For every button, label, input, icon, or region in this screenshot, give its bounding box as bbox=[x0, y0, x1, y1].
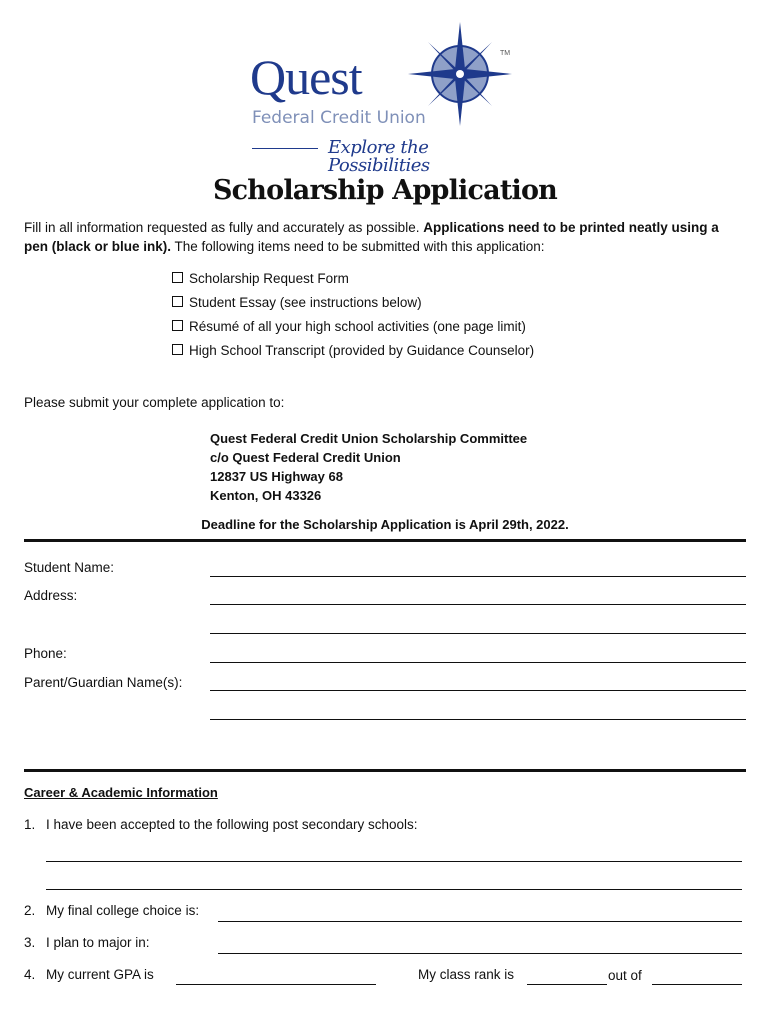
gpa-field[interactable] bbox=[176, 984, 376, 985]
parent-guardian-field-line-1[interactable] bbox=[210, 690, 746, 691]
question-text: I have been accepted to the following post secondary schools: bbox=[46, 817, 418, 832]
student-name-label: Student Name: bbox=[24, 560, 115, 575]
major-field[interactable] bbox=[218, 953, 742, 954]
question-text: I plan to major in: bbox=[46, 935, 150, 950]
intro-bold-text: Applications need to be printed neatly using a pen (black or blue ink). bbox=[24, 220, 719, 254]
checklist-item bbox=[172, 294, 422, 312]
college-choice-field[interactable] bbox=[218, 921, 742, 922]
question-text: My final college choice is: bbox=[46, 903, 200, 918]
intro-text: Fill in all information requested as fully and accurately as possible. bbox=[24, 220, 424, 235]
checklist-label: High School Transcript (provided by Guidance Counselor) bbox=[189, 343, 535, 358]
checkbox-icon bbox=[172, 320, 183, 331]
checkbox-icon bbox=[172, 344, 183, 355]
section-divider bbox=[24, 769, 746, 772]
section-divider bbox=[24, 539, 746, 542]
intro-text-end: The following items need to be submitted with this application: bbox=[171, 239, 545, 254]
address-label: Address: bbox=[24, 588, 78, 603]
class-rank-label: My class rank is bbox=[418, 967, 515, 982]
mailing-address-line: Quest Federal Credit Union Scholarship Committee bbox=[210, 431, 528, 446]
out-of-label: out of bbox=[608, 968, 642, 983]
schools-field-line-2[interactable] bbox=[46, 889, 742, 890]
class-rank-field[interactable] bbox=[527, 984, 607, 985]
page-title: Scholarship Application bbox=[212, 175, 558, 206]
checklist-label: Scholarship Request Form bbox=[189, 271, 349, 286]
logo-tagline-rule bbox=[252, 148, 318, 149]
student-name-field[interactable] bbox=[210, 576, 746, 577]
logo bbox=[250, 22, 520, 176]
checklist-label: Résumé of all your high school activities (one page limit) bbox=[189, 319, 526, 334]
question-text: My current GPA is bbox=[46, 967, 154, 982]
logo-subtitle: Federal Credit Union bbox=[252, 108, 426, 128]
mailing-address-line: Kenton, OH 43326 bbox=[210, 488, 322, 503]
mailing-address-line: 12837 US Highway 68 bbox=[210, 469, 343, 484]
checklist-item bbox=[172, 270, 349, 288]
submit-instructions: Please submit your complete application to: bbox=[24, 395, 285, 410]
logo-tagline: Explore the Possibilities bbox=[328, 137, 430, 176]
checkbox-icon bbox=[172, 272, 183, 283]
mailing-address-line: c/o Quest Federal Credit Union bbox=[210, 450, 401, 465]
logo-wordmark: Quest bbox=[250, 49, 362, 105]
question-number: 3. bbox=[24, 935, 36, 950]
phone-label: Phone: bbox=[24, 646, 67, 661]
checkbox-icon bbox=[172, 296, 183, 307]
checklist-item bbox=[172, 318, 526, 336]
question-number: 4. bbox=[24, 967, 36, 982]
parent-guardian-field-line-2[interactable] bbox=[210, 719, 746, 720]
intro-paragraph bbox=[24, 218, 746, 256]
question-number: 1. bbox=[24, 817, 36, 832]
schools-field-line-1[interactable] bbox=[46, 861, 742, 862]
address-field-line-1[interactable] bbox=[210, 604, 746, 605]
question-number: 2. bbox=[24, 903, 36, 918]
checklist-item bbox=[172, 342, 534, 360]
address-field-line-2[interactable] bbox=[210, 633, 746, 634]
trademark-mark: TM bbox=[500, 50, 511, 57]
class-size-field[interactable] bbox=[652, 984, 742, 985]
section-heading: Career & Academic Information bbox=[24, 785, 218, 800]
checklist-label: Student Essay (see instructions below) bbox=[189, 295, 422, 310]
parent-guardian-label: Parent/Guardian Name(s): bbox=[24, 675, 183, 690]
deadline-notice: Deadline for the Scholarship Application is April 29th, 2022. bbox=[201, 517, 569, 532]
phone-field[interactable] bbox=[210, 662, 746, 663]
